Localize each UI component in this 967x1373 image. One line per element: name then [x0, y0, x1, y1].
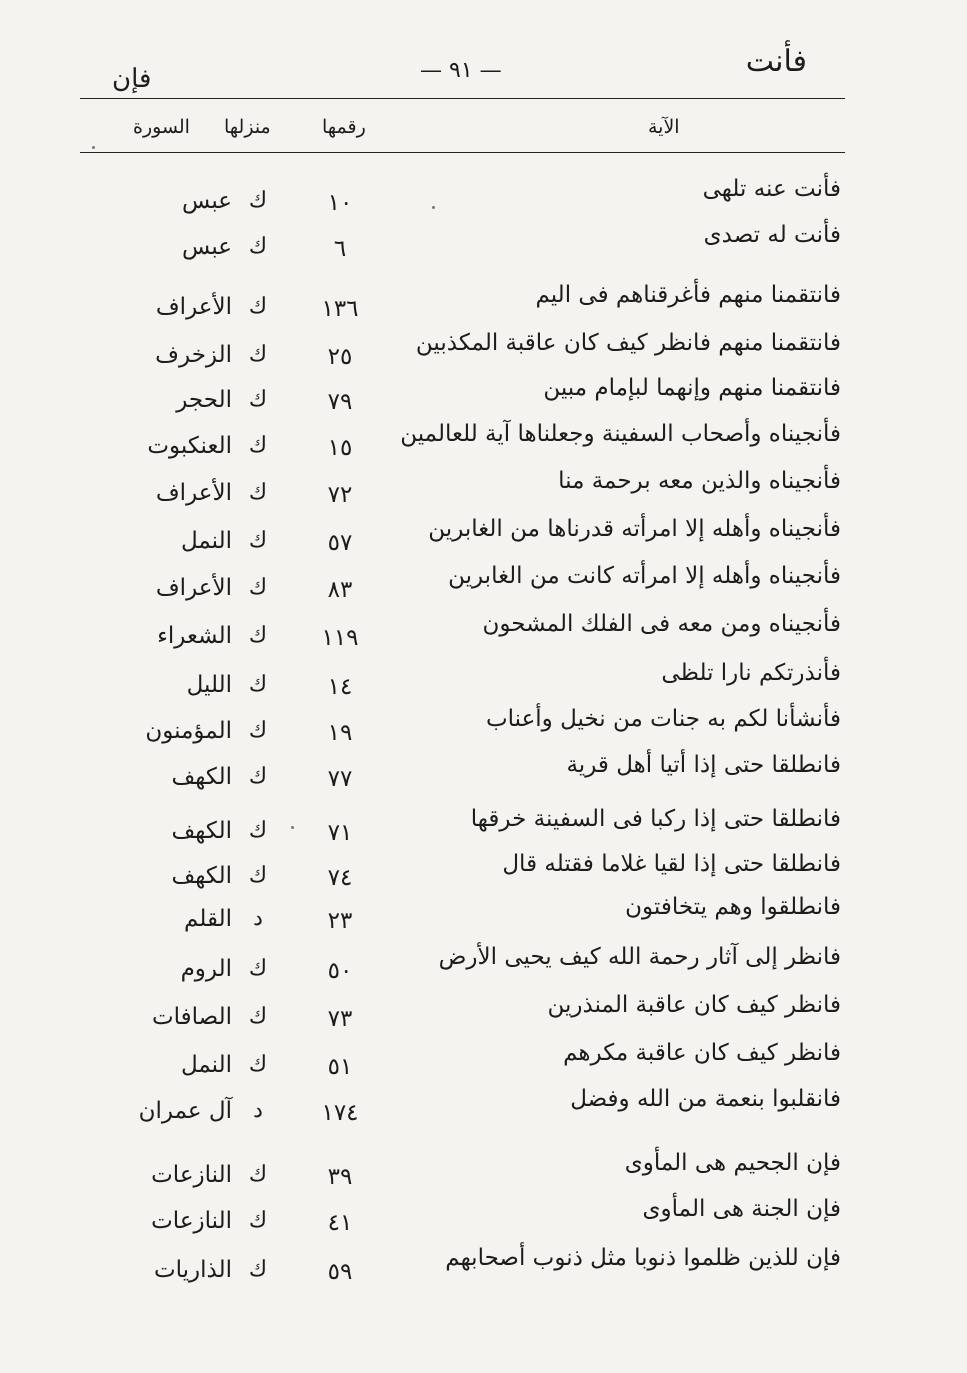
verse-number: ٧٣ [327, 1006, 353, 1032]
surah-name: الليل [186, 672, 232, 698]
verse-number: ١٤ [327, 674, 353, 700]
revelation-place: ك [248, 528, 268, 553]
table-row [0, 421, 967, 467]
verse-number: ٥٩ [327, 1259, 353, 1285]
verse-text: فإن الجنة هى المأوى [642, 1196, 841, 1222]
table-row [0, 851, 967, 897]
verse-number: ٥٧ [327, 530, 353, 556]
verse-text: فإن الجحيم هى المأوى [624, 1150, 841, 1176]
verse-text: فأنجيناه ومن معه فى الفلك المشحون [482, 611, 841, 637]
running-head-left: فإن [112, 64, 152, 94]
column-header-number: رقمها [322, 116, 366, 138]
table-row [0, 222, 967, 268]
verse-text: فانطلقوا وهم يتخافتون [625, 894, 841, 920]
header-rule [80, 98, 845, 99]
table-row [0, 1086, 967, 1132]
surah-name: عبس [182, 234, 232, 260]
verse-number: ٦ [333, 236, 347, 262]
surah-name: الكهف [171, 764, 232, 790]
verse-number: ١٣٦ [321, 296, 359, 322]
surah-name: النمل [180, 528, 232, 554]
table-row [0, 752, 967, 798]
print-speck [291, 826, 294, 829]
surah-name: الكهف [171, 863, 232, 889]
surah-name: الذاريات [153, 1257, 232, 1283]
verse-text: فانطلقا حتى إذا أتيا أهل قرية [566, 752, 841, 778]
verse-number: ٨٣ [327, 577, 353, 603]
surah-name: الصافات [151, 1004, 232, 1030]
revelation-place: ك [248, 342, 268, 367]
verse-text: فإن للذين ظلموا ذنوبا مثل ذنوب أصحابهم [445, 1245, 841, 1271]
verse-text: فأنجيناه والذين معه برحمة منا [558, 468, 841, 494]
verse-text: فانظر كيف كان عاقبة المنذرين [547, 992, 841, 1018]
revelation-place: د [253, 906, 263, 931]
table-row [0, 330, 967, 376]
verse-number: ١٧٤ [321, 1100, 359, 1126]
surah-name: الكهف [171, 818, 232, 844]
table-row [0, 468, 967, 514]
surah-name: المؤمنون [145, 718, 232, 744]
column-header-place: منزلها [224, 116, 271, 138]
revelation-place: د [253, 1098, 263, 1123]
print-speck [432, 206, 435, 209]
revelation-place: ك [248, 1004, 268, 1029]
verse-number: ٧٤ [327, 865, 353, 891]
verse-text: فأنشأنا لكم به جنات من نخيل وأعناب [485, 706, 841, 732]
column-header-rule [80, 152, 845, 153]
verse-number: ٥٠ [327, 958, 353, 984]
running-head-right: فأنت [745, 44, 807, 79]
verse-number: ٧٧ [327, 766, 353, 792]
revelation-place: ك [248, 764, 268, 789]
verse-text: فأنذرتكم نارا تلظى [661, 660, 841, 686]
revelation-place: ك [248, 1052, 268, 1077]
revelation-place: ك [248, 575, 268, 600]
page-number: — ٩١ — [420, 58, 502, 83]
table-row [0, 1150, 967, 1196]
table-row [0, 806, 967, 852]
revelation-place: ك [248, 623, 268, 648]
table-row [0, 516, 967, 562]
revelation-place: ك [248, 188, 268, 213]
revelation-place: ك [248, 863, 268, 888]
verse-text: فأنجيناه وأهله إلا امرأته كانت من الغابرين [448, 563, 841, 589]
revelation-place: ك [248, 818, 268, 843]
surah-name: الأعراف [155, 480, 232, 506]
table-row [0, 706, 967, 752]
surah-name: الزخرف [155, 342, 232, 368]
revelation-place: ك [248, 672, 268, 697]
revelation-place: ك [248, 234, 268, 259]
table-row [0, 944, 967, 990]
revelation-place: ك [248, 1208, 268, 1233]
table-row [0, 176, 967, 222]
table-row [0, 1196, 967, 1242]
verse-text: فانظر إلى آثار رحمة الله كيف يحيى الأرض [438, 944, 841, 970]
surah-name: الشعراء [157, 623, 232, 649]
table-row [0, 992, 967, 1038]
verse-text: فأنت عنه تلهى [702, 176, 841, 202]
surah-name: العنكبوت [147, 433, 232, 459]
surah-name: الأعراف [155, 575, 232, 601]
verse-number: ١١٩ [321, 625, 359, 651]
verse-number: ١٩ [327, 720, 353, 746]
table-row [0, 375, 967, 421]
verse-text: فانطلقا حتى إذا ركبا فى السفينة خرقها [470, 806, 841, 832]
revelation-place: ك [248, 1162, 268, 1187]
column-header-surah: السورة [133, 116, 190, 138]
revelation-place: ك [248, 433, 268, 458]
table-row [0, 1245, 967, 1291]
revelation-place: ك [248, 956, 268, 981]
table-row [0, 1040, 967, 1086]
verse-number: ٤١ [327, 1210, 353, 1236]
table-row [0, 660, 967, 706]
surah-name: عبس [182, 188, 232, 214]
verse-text: فانقلبوا بنعمة من الله وفضل [570, 1086, 841, 1112]
verse-number: ٧٩ [327, 389, 353, 415]
verse-text: فانطلقا حتى إذا لقيا غلاما فقتله قال [502, 851, 841, 877]
verse-text: فانتقمنا منهم فأغرقناهم فى اليم [535, 282, 841, 308]
surah-name: القلم [184, 906, 232, 932]
revelation-place: ك [248, 480, 268, 505]
verse-text: فانظر كيف كان عاقبة مكرهم [563, 1040, 841, 1066]
surah-name: الحجر [176, 387, 232, 413]
surah-name: آل عمران [138, 1098, 232, 1124]
verse-number: ٧١ [327, 820, 353, 846]
table-row [0, 282, 967, 328]
revelation-place: ك [248, 294, 268, 319]
verse-text: فأنجيناه وأصحاب السفينة وجعلناها آية للعالمين [400, 421, 841, 447]
verse-number: ٧٢ [327, 482, 353, 508]
surah-name: النازعات [151, 1208, 232, 1234]
verse-number: ١٠ [327, 190, 353, 216]
revelation-place: ك [248, 387, 268, 412]
revelation-place: ك [248, 1257, 268, 1282]
table-row [0, 894, 967, 940]
verse-text: فأنجيناه وأهله إلا امرأته قدرناها من الغابرين [428, 516, 841, 542]
surah-name: الروم [180, 956, 232, 982]
surah-name: الأعراف [155, 294, 232, 320]
column-header-ayah: الآية [648, 116, 680, 138]
verse-text: فأنت له تصدى [703, 222, 841, 248]
verse-number: ٣٩ [327, 1164, 353, 1190]
table-row [0, 611, 967, 657]
verse-number: ٢٥ [327, 344, 353, 370]
verse-text: فانتقمنا منهم فانظر كيف كان عاقبة المكذبين [415, 330, 841, 356]
verse-text: فانتقمنا منهم وإنهما لبإمام مبين [543, 375, 841, 401]
verse-number: ٢٣ [327, 908, 353, 934]
revelation-place: ك [248, 718, 268, 743]
table-row [0, 563, 967, 609]
print-speck [92, 146, 95, 149]
verse-number: ٥١ [327, 1054, 353, 1080]
surah-name: النازعات [151, 1162, 232, 1188]
verse-number: ١٥ [327, 435, 353, 461]
surah-name: النمل [180, 1052, 232, 1078]
